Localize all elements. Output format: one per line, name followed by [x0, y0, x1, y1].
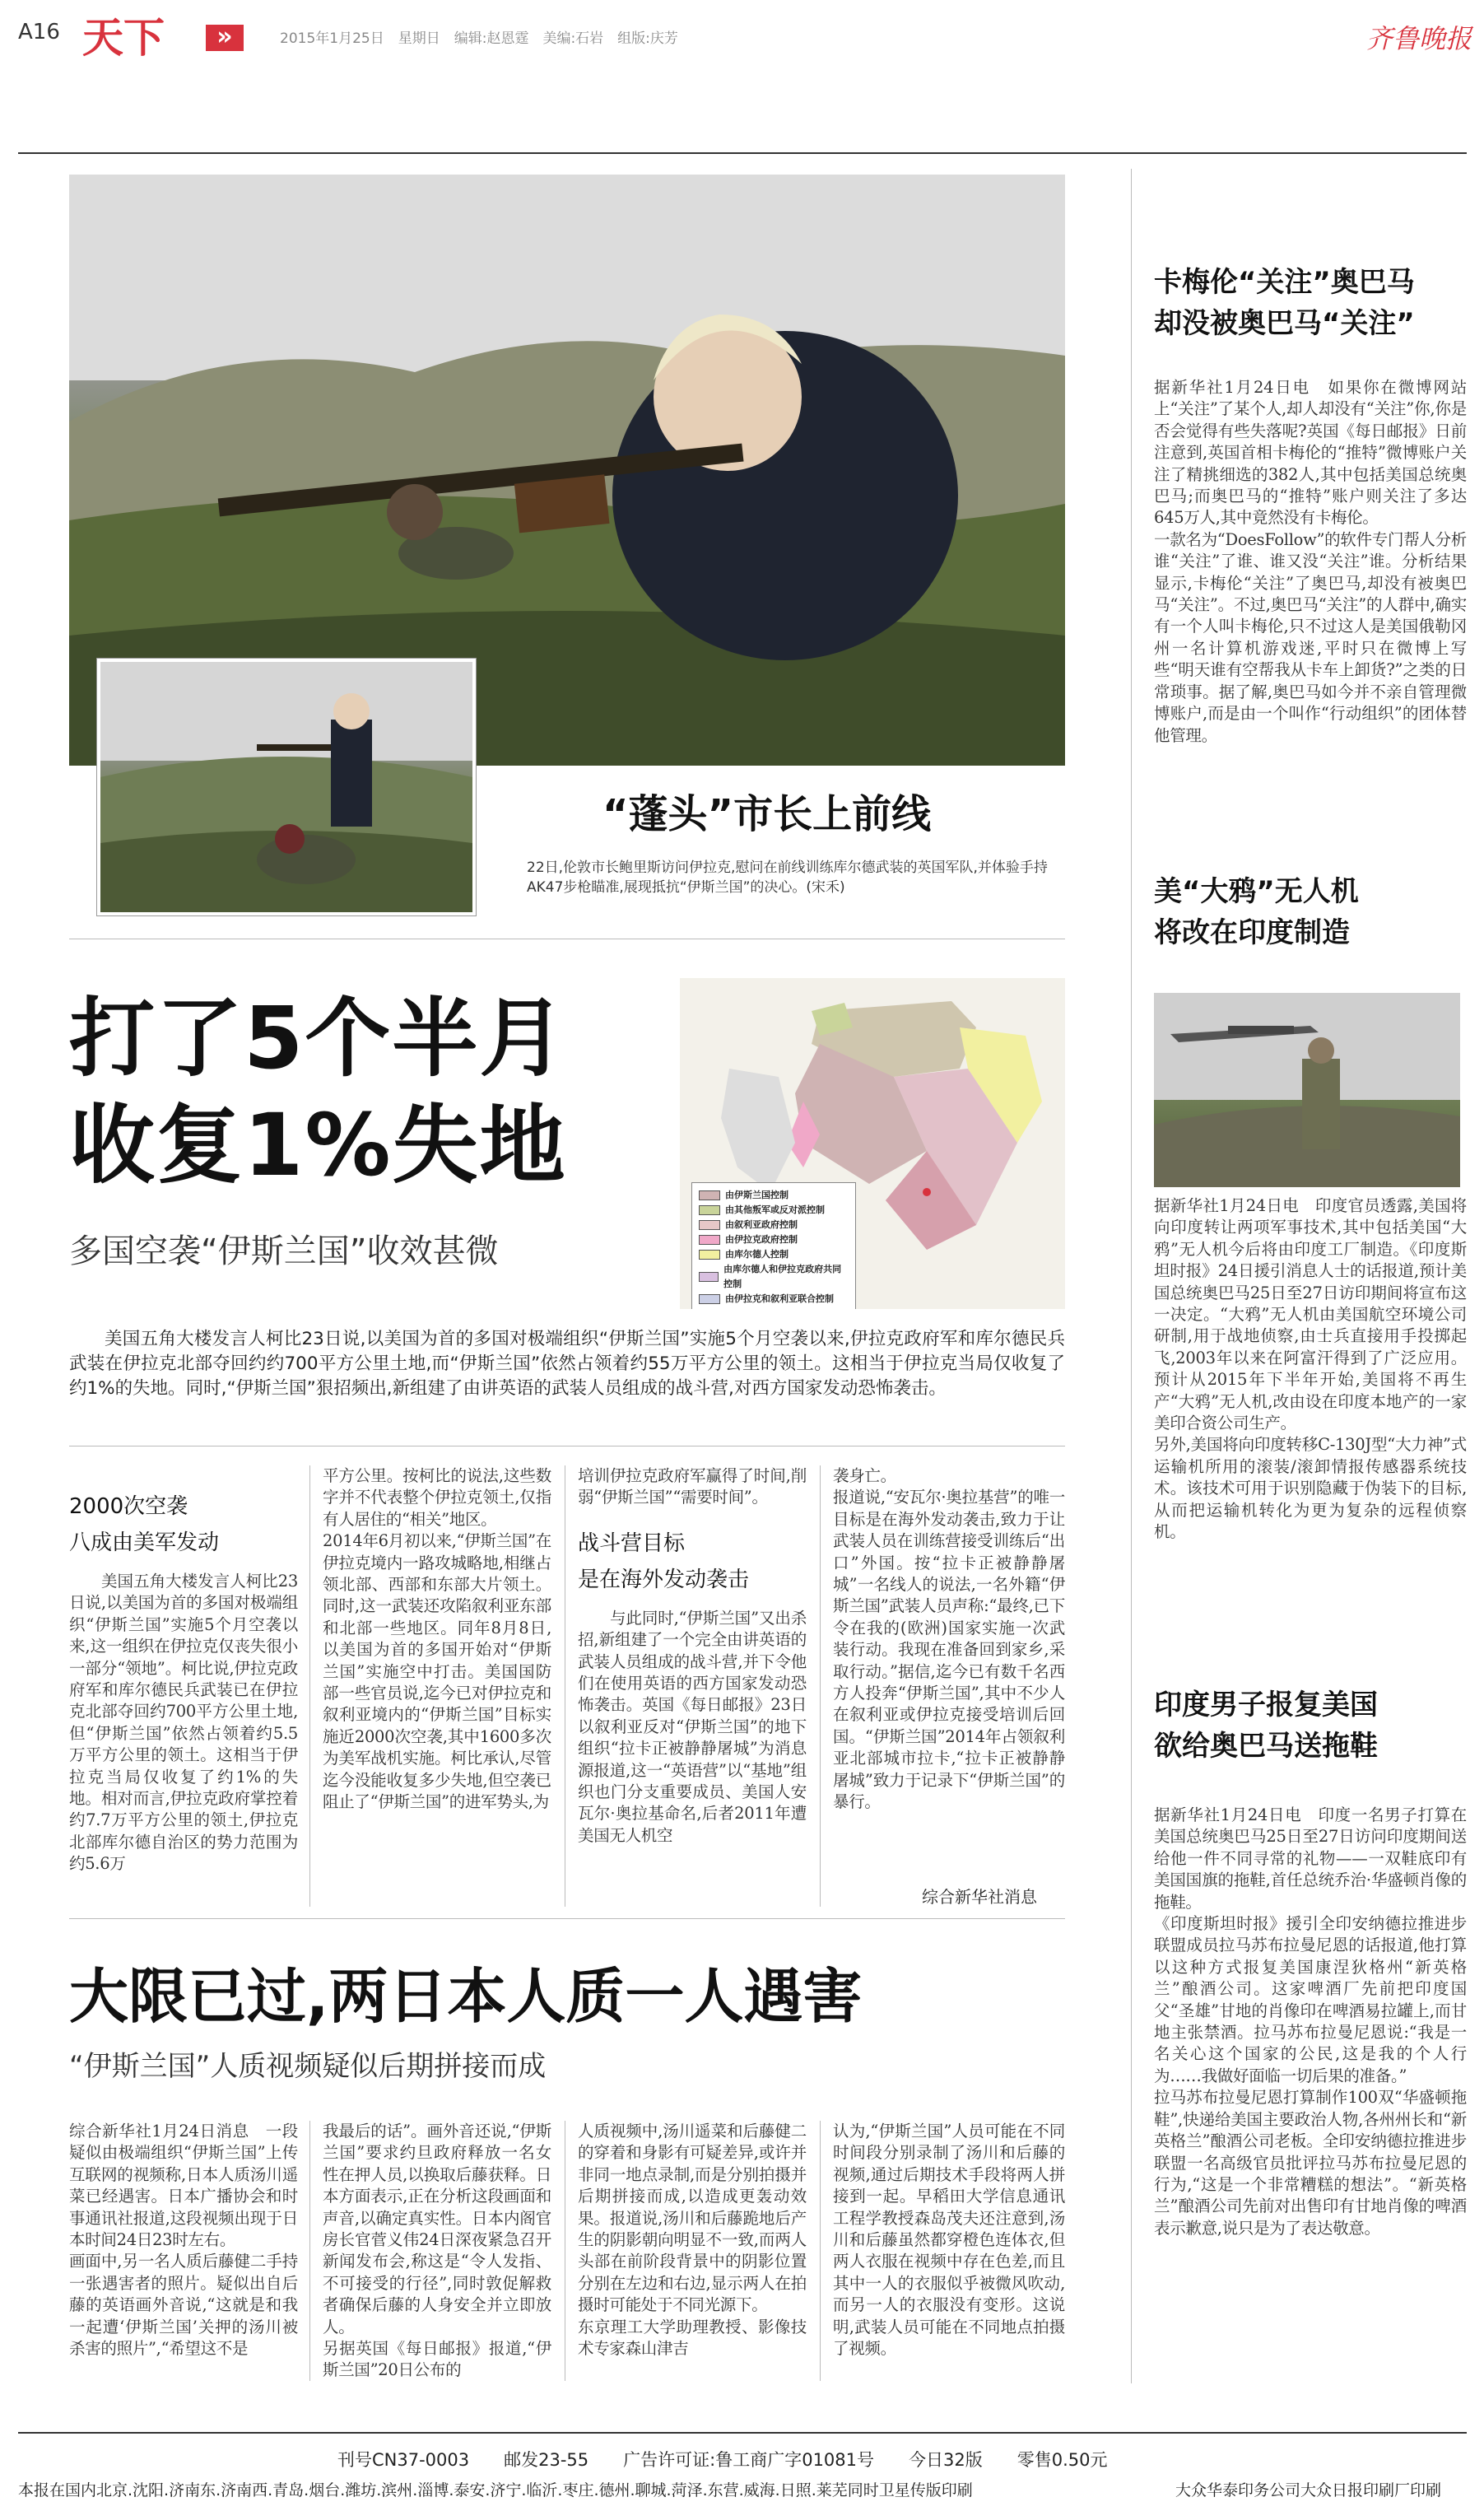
issue-meta: 2015年1月25日 星期日 编辑:赵恩霆 美编:石岩 组版:庆芳 [280, 30, 678, 47]
legend-swatch [699, 1250, 720, 1260]
legend-label: 由库尔德人控制 [725, 1249, 789, 1260]
territory-map [680, 978, 1065, 1309]
sidebar-story-1-title-line1: 卡梅伦“关注”奥巴马 [1154, 266, 1415, 299]
legend-swatch [699, 1220, 720, 1230]
col-divider [309, 1465, 310, 1907]
map-legend-item [699, 1203, 849, 1218]
col3-body-a: 培训伊拉克政府军赢得了时间,削弱“伊斯兰国”“需要时间”。 [578, 1466, 807, 1507]
legend-label: 由伊斯兰国控制 [725, 1190, 789, 1200]
hostage-headline: 大限已过,两日本人质一人遇害 [69, 1962, 863, 2031]
col3-subhead-1: 战斗营目标 [578, 1530, 686, 1556]
boris-inset-scene [100, 662, 472, 912]
legend-swatch [699, 1272, 719, 1282]
masthead-logo: 齐鲁晚报 [1366, 23, 1472, 54]
section-title: 天下 [82, 14, 165, 62]
page-number: A16 [18, 20, 60, 44]
map-legend-item [699, 1247, 849, 1262]
sidebar-story-3-title-line2: 欲给奥巴马送拖鞋 [1154, 1730, 1378, 1763]
hostage-col-3: 人质视频中,汤川遥菜和后藤健二的穿着和身影有可疑差异,或许并非同一地点录制,而是分别拍摄并后期拼接而成,以造成更轰动效果。报道说,汤川和后藤跪地后产生的阴影朝向明显不一致,而两人头部在前阶段背景中的阴影位置分别在左边和右边,显示两人在拍摄时可能处于不同光源下。 东京理工大学助理教授、影像技术专家森山津吉 [578, 2122, 807, 2359]
col3-subhead-2: 是在海外发动袭击 [578, 1567, 750, 1592]
sidebar-story-2-title-line1: 美“大鸦”无人机 [1154, 875, 1359, 908]
footer-printer: 大众华泰印务公司大众日报印刷厂印刷 [1175, 2481, 1442, 2499]
main-story-credit: 综合新华社消息 [922, 1887, 1037, 1907]
map-legend-item [699, 1232, 849, 1247]
col1-paragraph: 美国五角大楼发言人柯比23日说,以美国为首的多国对极端组织“伊斯兰国”实施5个月空袭以来,这一组织在伊拉克仅丧失很小一部分“领地”。柯比说,伊拉克政府军和库尔德民兵武装已在伊拉克北部夺回约700平方公里土地,但“伊斯兰国”依然占领着约5.5万平方公里的领土。这相当于伊拉克当局仅收复了约1%的失地。相对而言,伊拉克政府掌控着约7.7万平方公里的领土,伊拉克北部库尔德自治区的势力范围为约5.6万 [69, 1572, 298, 1874]
col1-subhead-2: 八成由美军发动 [69, 1530, 220, 1555]
section-arrow-icon: » [206, 25, 244, 51]
sidebar-story-3-body: 据新华社1月24日电 印度一名男子打算在美国总统奥巴马25日至27日访问印度期间送给他一件不同寻常的礼物——一双鞋底印有美国国旗的拖鞋,首任总统乔治·华盛顿肖像的拖鞋。 《印度斯坦时报》援引全印安纳德拉推进步联盟成员拉马苏布拉曼尼恩的话报道,他打算以这种方式报复美国康涅狄格州“新英格兰”酿酒公司。这家啤酒厂先前把印度国父“圣雄”甘地的肖像印在啤酒易拉罐上,而甘地主张禁酒。拉马苏布拉曼尼恩说:“我是一名关心这个国家的公民,这是我的个人行为……我做好面临一切后果的准备。” 拉马苏布拉曼尼恩打算制作100双“华盛顿拖鞋”,快递给美国主要政治人物,各州州长和“新英格兰”酿酒公司老板。全印安纳德拉推进步联盟一名高级官员批评拉马苏布拉曼尼恩的行为,“这是一个非常糟糕的想法”。“新英格兰”酿酒公司先前对出售印有甘地肖像的啤酒表示歉意,说只是为了表达敬意。 [1154, 1805, 1467, 2238]
hostage-col-1: 综合新华社1月24日消息 一段疑似由极端组织“伊斯兰国”上传互联网的视频称,日本人质汤川遥菜已经遇害。日本广播协会和时事通讯社报道,这段视频出现于日本时间24日23时左右。 画面中,另一名人质后藤健二手持一张遇害者的照片。疑似出自后藤的英语画外音说,“这就是和我一起遭‘伊斯兰国’关押的汤川被杀害的照片”,“希望这不是 [69, 2122, 298, 2359]
col1-subhead-1: 2000次空袭 [69, 1494, 188, 1519]
main-col-1 [69, 1488, 298, 1875]
legend-swatch [699, 1294, 720, 1304]
legend-label: 由其他叛军或反对派控制 [725, 1204, 825, 1215]
map-legend [691, 1182, 856, 1309]
footer-line-1: 刊号CN37-0003 邮发23-55 广告许可证:鲁工商广字01081号 今日32版 零售0.50元 [337, 2450, 1108, 2470]
legend-label: 由伊拉克和叙利亚联合控制 [725, 1293, 834, 1304]
hostage-subhead: “伊斯兰国”人质视频疑似后期拼接而成 [69, 2050, 547, 2083]
map-legend-item [699, 1292, 849, 1307]
sidebar-story-2-title-line2: 将改在印度制造 [1154, 916, 1350, 949]
raven-drone-scene [1154, 993, 1460, 1187]
legend-swatch [699, 1190, 720, 1200]
legend-label: 由库尔德人和伊拉克政府共同控制 [723, 1264, 842, 1289]
col3-body-b [578, 1608, 807, 1847]
header-rule [18, 152, 1467, 154]
hostage-col-2: 我最后的话”。画外音还说,“伊斯兰国”要求约旦政府释放一名女性在押人员,以换取后藤获释。日本方面表示,正在分析这段画面和声音,以确定真实性。日本内阁官房长官菅义伟24日深夜紧急召开新闻发布会,称这是“令人发指、不可接受的行径”,同时敦促解救者确保后藤的人身安全并立即放人。 另据英国《每日邮报》报道,“伊斯兰国”20日公布的 [323, 2122, 551, 2380]
photo-caption: 22日,伦敦市长鲍里斯访问伊拉克,慰问在前线训练库尔德武装的英国军队,并体验手持AK47步枪瞄准,展现抵抗“伊斯兰国”的决心。(宋禾) [527, 860, 1048, 896]
footer-rule [18, 2432, 1467, 2434]
main-lead-text: 美国五角大楼发言人柯比23日说,以美国为首的多国对极端组织“伊斯兰国”实施5个月空袭以来,伊拉克政府军和库尔德民兵武装在伊拉克北部夺回约约700平方公里土地,而“伊斯兰国”依然占领着约55万平方公里的领土。这相当于伊拉克当局仅收复了约1%的失地。同时,“伊斯兰国”狠招频出,新组建了由讲英语的武装人员组成的战斗营,对西方国家发动恐怖袭击。 [69, 1329, 1065, 1399]
map-legend-item [699, 1218, 849, 1232]
main-headline-line2: 收复1%失地 [69, 1095, 567, 1195]
col-divider [820, 2121, 821, 2381]
main-headline-line1: 打了5个半月 [69, 988, 567, 1088]
col1-body [69, 1571, 298, 1875]
main-headline [69, 985, 567, 1199]
map-legend-item [699, 1262, 849, 1292]
sidebar-story-1-body: 据新华社1月24日电 如果你在微博网站上“关注”了某个人,却人却没有“关注”你,你是否会觉得有些失落呢?英国《每日邮报》日前注意到,英国首相卡梅伦的“推特”微博账户关注了精挑细选的382人,其中包括美国总统奥巴马;而奥巴马的“推特”账户则关注了多达645万人,其中竟然没有卡梅伦。 一款名为“DoesFollow”的软件专门帮人分析谁“关注”了谁、谁又没“关注”谁。分析结果显示,卡梅伦“关注”了奥巴马,却没有被奥巴马“关注”。不过,奥巴马“关注”的人群中,确实有一个人叫卡梅伦,只不过这人是美国俄勒冈州一名计算机游戏迷,平时只在微博上写些“明天谁有空帮我从卡车上卸货?”之类的日常琐事。据了解,奥巴马如今并不亲自管理微博账户,而是由一个叫作“行动组织”的团体替他管理。 [1154, 378, 1467, 745]
hostage-top-divider [69, 1918, 1065, 1919]
col-divider [309, 2121, 310, 2381]
hostage-col-4: 认为,“伊斯兰国”人员可能在不同时间段分别录制了汤川和后藤的视频,通过后期技术手段将两人拼接到一起。早稻田大学信息通讯工程学教授森岛茂夫还注意到,汤川和后藤虽然都穿橙色连体衣,但两人衣服在视频中存在色差,而且其中一人的衣服似乎被微风吹动,而另一人的衣服没有变形。这说明,武装人员可能在不同地点拍摄了视频。 [833, 2122, 1065, 2359]
sidebar-story-1-title [1154, 262, 1467, 344]
main-col-2: 平方公里。按柯比的说法,这些数字并不代表整个伊拉克领土,仅指有人居住的“相关”地区。 2014年6月初以来,“伊斯兰国”在伊拉克境内一路攻城略地,相继占领北部、西部和东部大片领土。同时,这一武装还攻陷叙利亚东部和北部一些地区。同年8月8日,以美国为首的多国开始对“伊斯兰国”实施空中打击。美国国防部一些官员说,迄今已对伊拉克和叙利亚境内的“伊斯兰国”目标实施近2000次空袭,其中1600多次为美军战机实施。柯比承认,尽管迄今没能收复多少失地,但空袭已阻止了“伊斯兰国”的进军势头,为 [323, 1466, 551, 1812]
sidebar-story-2-title [1154, 871, 1467, 953]
sidebar-story-2-body: 据新华社1月24日电 印度官员透露,美国将向印度转让两项军事技术,其中包括美国“大鸦”无人机今后将由印度工厂制造。《印度斯坦时报》24日援引消息人士的话报道,预计美国总统奥巴马25日至27日访印期间将宣布这一决定。“大鸦”无人机由美国航空环境公司研制,用于战地侦察,由士兵直接用手投掷起飞,2003年以来在阿富汗得到了广泛应用。预计从2015年下半年开始,美国将不再生产“大鸦”无人机,改由设在印度本地产的一家美印合资公司生产。 另外,美国将向印度转移C-130J型“大力神”式运输机所用的滚装/滚卸情报传感器系统技术。该技术可用于识别隐藏于伪装下的目标,从而把运输机转化为更为复杂的远程侦察机。 [1154, 1196, 1467, 1542]
map-legend-item [699, 1188, 849, 1203]
col-divider [820, 1465, 821, 1907]
main-col-4: 袭身亡。 报道说,“安瓦尔·奥拉基营”的唯一目标是在海外发动袭击,致力于让武装人员在训练营接受训练后“出口”外国。按“拉卡正被静静屠城”一名线人的说法,一名外籍“伊斯兰国”武装人员声称:“最终,已下令在我的(欧洲)国家实施一次武装行动。我现在准备回到家乡,采取行动。”据信,迄今已有数千名西方人投奔“伊斯兰国”,其中不少人在叙利亚或伊拉克接受培训后回国。“伊斯兰国”2014年占领叙利亚北部城市拉卡,“拉卡正被静静屠城”致力于记录下“伊斯兰国”的暴行。 [833, 1466, 1065, 1812]
sidebar-story-3-title-line1: 印度男子报复美国 [1154, 1689, 1378, 1721]
legend-swatch [699, 1235, 720, 1245]
footer-line-2: 本报在国内北京.沈阳.济南东.济南西.青岛.烟台.潍坊.滨州.淄博.泰安.济宁.临沂.枣庄.德州.聊城.菏泽.东营.威海.日照.莱芜同时卫星传版印刷 [18, 2481, 973, 2499]
legend-label: 由叙利亚政府控制 [725, 1219, 798, 1230]
raven-drone-photo [1154, 993, 1460, 1187]
main-lead [69, 1327, 1065, 1401]
main-col-3 [578, 1465, 807, 1847]
sidebar-story-1-title-line2: 却没被奥巴马“关注” [1154, 307, 1415, 340]
sidebar-divider [1131, 169, 1132, 2383]
col3-paragraph: 与此同时,“伊斯兰国”又出杀招,新组建了一个完全由讲英语的武装人员组成的战斗营,并下令他们在使用英语的西方国家发动恐怖袭击。英国《每日邮报》23日以叙利亚反对“伊斯兰国”的地下组织“拉卡正被静静屠城”为消息源报道,这一“英语营”以“基地”组织也门分支重要成员、美国人安瓦尔·奥拉基命名,后者2011年遭美国无人机空 [578, 1608, 807, 1845]
main-subhead: 多国空袭“伊斯兰国”收效甚微 [69, 1232, 499, 1270]
lead-divider [69, 1446, 1065, 1447]
boris-inset-photo [97, 659, 476, 915]
legend-swatch [699, 1205, 720, 1215]
sidebar-story-3-title [1154, 1684, 1467, 1767]
legend-label: 由伊拉克政府控制 [725, 1234, 798, 1245]
photo-story-title: “蓬头”市长上前线 [602, 791, 932, 837]
